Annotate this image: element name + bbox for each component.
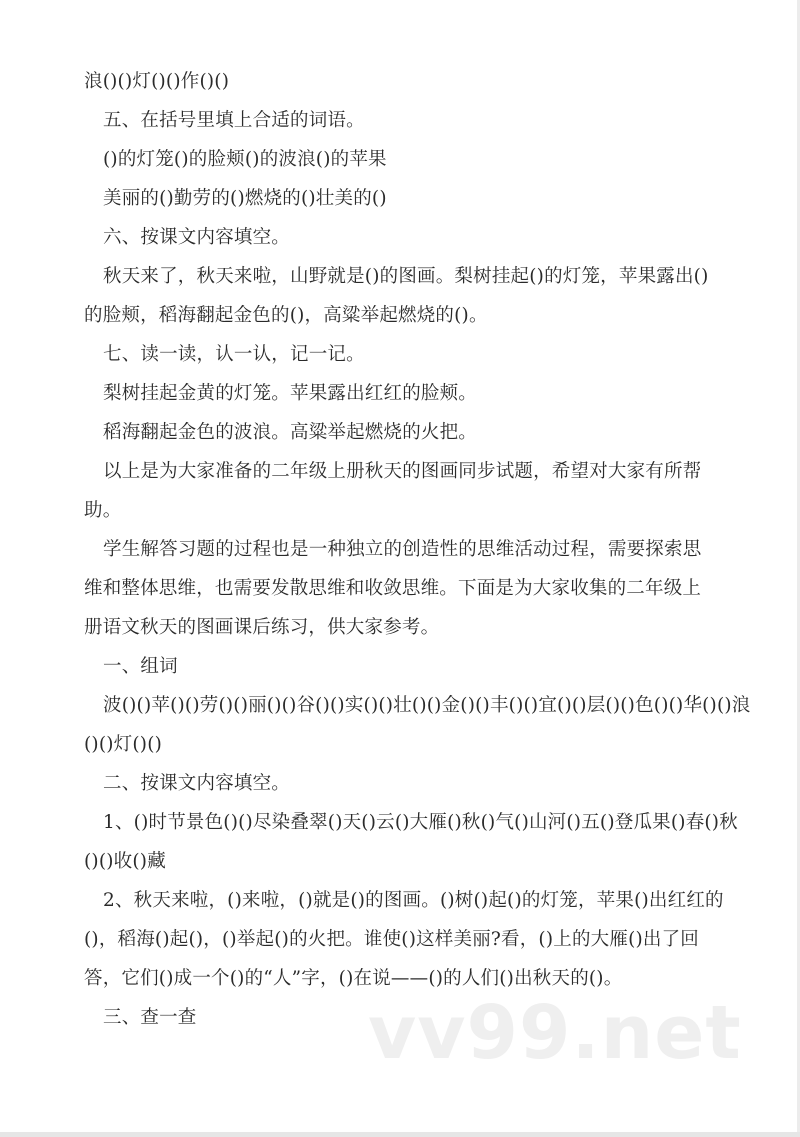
text-line: 的脸颊，稻海翻起金色的()，高粱举起燃烧的()。 <box>84 305 488 326</box>
paragraph-line: 以上是为大家准备的二年级上册秋天的图画同步试题，希望对大家有所帮 <box>103 461 702 482</box>
text-line: 答，它们()成一个()的“人”字，()在说——()的人们()出秋天的()。 <box>84 968 623 989</box>
document-body <box>84 62 751 1037</box>
section-heading: 七、读一读，认一认，记一记。 <box>103 344 365 365</box>
text-line: 秋天来了，秋天来啦，山野就是()的图画。梨树挂起()的灯笼，苹果露出() <box>103 266 709 287</box>
text-line: ()，稻海()起()，()举起()的火把。谁使()这样美丽?看，()上的大雁()出了回 <box>84 929 700 950</box>
section-heading: 六、按课文内容填空。 <box>103 227 291 248</box>
watermark: vv99.net <box>368 990 742 1076</box>
section-heading: 三、查一查 <box>103 1007 197 1028</box>
paragraph-line: 维和整体思维，也需要发散思维和收敛思维。下面是为大家收集的二年级上 <box>84 578 702 599</box>
section-heading: 二、按课文内容填空。 <box>103 773 291 794</box>
page-bottom-edge <box>0 1132 800 1137</box>
text-line: 稻海翻起金色的波浪。高粱举起燃烧的火把。 <box>103 422 478 443</box>
paragraph-line: 册语文秋天的图画课后练习，供大家参考。 <box>84 617 440 638</box>
section-heading: 五、在括号里填上合适的词语。 <box>103 110 365 131</box>
section-heading: 一、组词 <box>103 656 178 677</box>
text-line: 梨树挂起金黄的灯笼。苹果露出红红的脸颊。 <box>103 383 478 404</box>
text-line: ()()灯()() <box>84 734 163 755</box>
paragraph-line: 学生解答习题的过程也是一种独立的创造性的思维活动过程，需要探索思 <box>103 539 702 560</box>
text-line: 美丽的()勤劳的()燃烧的()壮美的() <box>103 188 387 209</box>
text-line: 1、()时节景色()()尽染叠翠()天()云()大雁()秋()气()山河()五()登瓜果()春()秋 <box>103 812 738 833</box>
text-line: ()()收()藏 <box>84 851 166 872</box>
text-line: 2、秋天来啦，()来啦，()就是()的图画。()树()起()的灯笼，苹果()出红红的 <box>103 890 724 911</box>
text-line: ()的灯笼()的脸颊()的波浪()的苹果 <box>103 149 387 170</box>
text-line: 浪()()灯()()作()() <box>84 71 230 92</box>
paragraph-line: 助。 <box>84 500 122 521</box>
text-line: 波()()苹()()劳()()丽()()谷()()实()()壮()()金()()丰()()宜()()层()()色()()华()()浪 <box>103 695 751 716</box>
